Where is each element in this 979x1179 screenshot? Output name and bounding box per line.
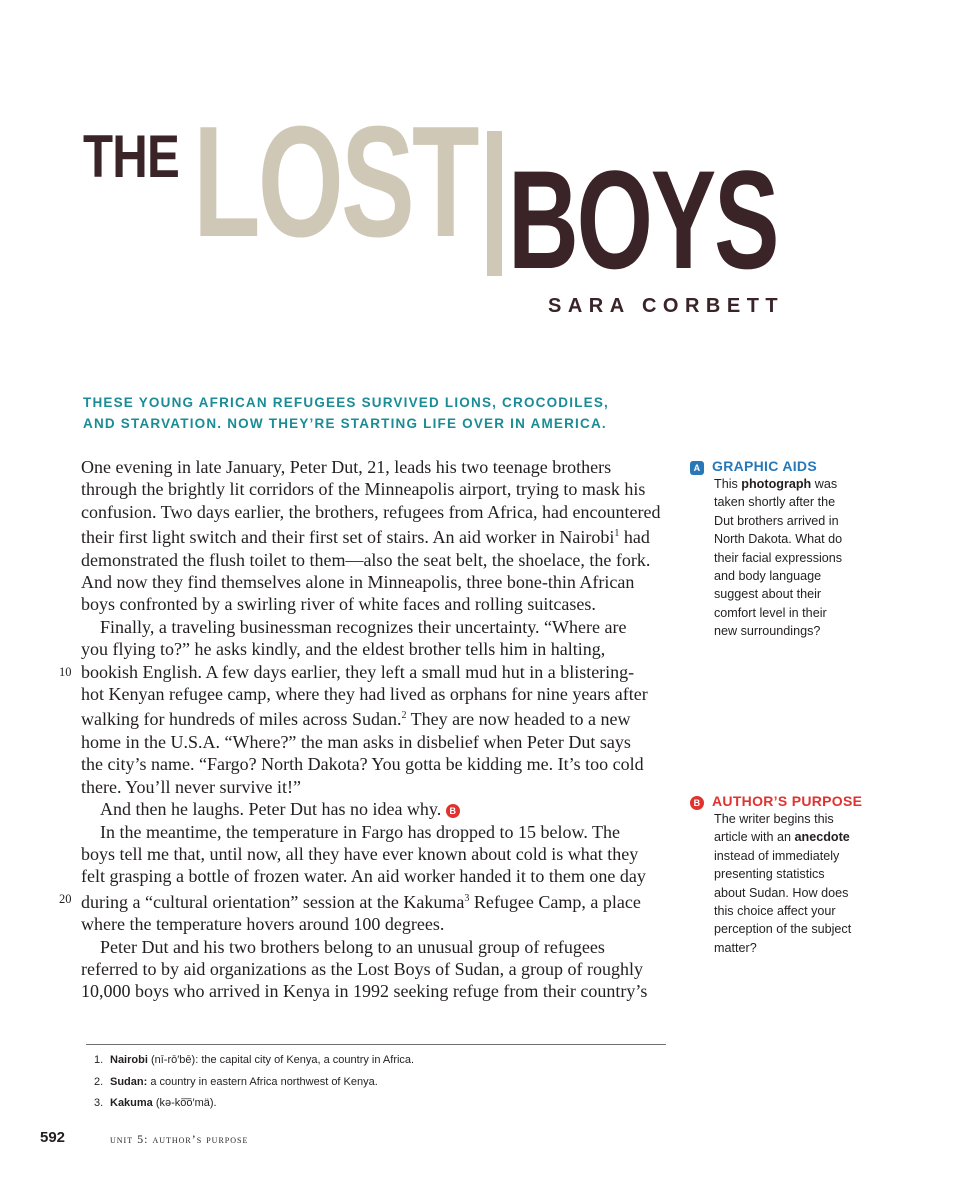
body-line <box>81 523 681 548</box>
line-text: where the temperature hovers around 100 degrees. <box>81 914 445 935</box>
page-number: 592 <box>40 1129 66 1146</box>
line-text: through the brightly lit corridors of the Minneapolis airport, trying to mask his <box>81 479 646 500</box>
note-heading <box>690 458 880 475</box>
note-line: This photograph was <box>714 477 838 491</box>
body-line <box>81 501 681 523</box>
title-boys: BOYS <box>508 141 778 298</box>
line-text: referred to by aid organizations as the Lost Boys of Sudan, a group of roughly <box>81 958 644 979</box>
note-line: suggest about their <box>714 587 822 602</box>
body-line <box>81 776 681 798</box>
line-text: their first light switch and their first set of stairs. An aid worker in Nairobi <box>81 527 615 548</box>
line-text: during a “cultural orientation” session at the Kakuma <box>81 891 465 912</box>
note-body <box>714 810 880 957</box>
line-text: And then he laughs. Peter Dut has no idea why. <box>100 799 446 820</box>
running-head: unit 5: author’s purpose <box>110 1132 249 1146</box>
footnote-term: Sudan: <box>110 1075 148 1088</box>
body-line <box>81 731 681 753</box>
note-line: and body language <box>714 569 822 584</box>
note-line: matter? <box>714 940 757 955</box>
footnote-number: 1. <box>94 1054 104 1066</box>
line-text: Peter Dut and his two brothers belong to an unusual group of refugees <box>100 936 605 957</box>
note-body <box>714 475 880 641</box>
footnote-term: Nairobi <box>110 1054 148 1066</box>
body-line <box>81 913 681 935</box>
note-title: AUTHOR’S PURPOSE <box>712 793 863 809</box>
note-line: new surroundings? <box>714 624 821 639</box>
line-text: the city’s name. “Fargo? North Dakota? You gotta be kidding me. It’s too cold <box>81 754 644 775</box>
body-line <box>81 958 681 980</box>
footnote-pronunciation: (kə-ko͞o′mä) <box>152 1097 214 1109</box>
footnote-definition: : the capital city of Kenya, a country in Africa. <box>195 1054 415 1066</box>
footnote-number: 3. <box>94 1097 104 1109</box>
footnote-pronunciation: (nī-rō′bē) <box>147 1054 196 1066</box>
body-line <box>81 638 681 660</box>
article-body <box>59 456 681 1003</box>
note-line: this choice affect your <box>714 904 836 919</box>
line-text: felt grasping a bottle of frozen water. An aid worker handed it to them one day <box>81 866 646 887</box>
line-text: 10,000 boys who arrived in Kenya in 1992 seeking refuge from their country’s <box>81 981 648 1002</box>
marker-b-icon[interactable]: B <box>446 804 460 818</box>
line-text: demonstrated the flush toilet to them—also the seat belt, the shoelace, the fork. <box>81 549 651 570</box>
body-line <box>81 616 681 638</box>
line-text: there. You’ll never survive it!” <box>81 776 301 797</box>
marker-b-icon: B <box>690 796 704 810</box>
line-number: 20 <box>59 891 72 906</box>
body-line <box>81 593 681 615</box>
marker-a-icon: A <box>690 461 704 475</box>
line-text: Finally, a traveling businessman recognizes their uncertainty. “Where are <box>100 616 627 637</box>
footnote-ref[interactable]: 3 <box>464 892 470 904</box>
note-line: comfort level in their <box>714 605 827 620</box>
line-text: In the meantime, the temperature in Fargo has dropped to 15 below. The <box>100 821 621 842</box>
body-line <box>81 456 681 478</box>
body-line <box>81 821 681 843</box>
footnote-number: 2. <box>94 1075 104 1088</box>
note-line: their facial expressions <box>714 550 843 565</box>
footnote <box>94 1074 414 1096</box>
line-text: One evening in late January, Peter Dut, 21, leads his two teenage brothers <box>81 457 612 477</box>
note-line: presenting statistics <box>714 867 825 882</box>
body-line <box>81 705 681 730</box>
body-line <box>81 571 681 593</box>
note-title: GRAPHIC AIDS <box>712 458 817 474</box>
body-line <box>81 753 681 775</box>
footnote <box>94 1095 414 1117</box>
line-text: confusion. Two days earlier, the brothers, refugees from Africa, had encountered <box>81 501 661 522</box>
line-text: you flying to?” he asks kindly, and the eldest brother tells him in halting, <box>81 639 606 660</box>
footnote-ref[interactable]: 1 <box>614 528 620 540</box>
note-line: perception of the subject <box>714 922 852 937</box>
line-text: home in the U.S.A. “Where?” the man asks in disbelief when Peter Dut says <box>81 731 631 752</box>
footnote-definition: a country in eastern Africa northwest of Kenya. <box>147 1075 378 1088</box>
body-line <box>81 478 681 500</box>
line-text: Refugee Camp, a place <box>469 891 641 912</box>
line-text: had <box>619 527 650 548</box>
key-term: photograph <box>741 477 812 491</box>
footnotes <box>94 1052 414 1117</box>
body-line <box>59 888 681 913</box>
body-line <box>81 936 681 958</box>
footnote-definition: . <box>213 1097 217 1109</box>
body-line <box>81 798 681 820</box>
footnote-ref[interactable]: 2 <box>401 710 407 722</box>
body-line <box>81 683 681 705</box>
line-text: walking for hundreds of miles across Sudan. <box>81 709 402 730</box>
body-line <box>81 843 681 865</box>
deck-line: AND STARVATION. NOW THEY’RE STARTING LIFE OVER IN AMERICA. <box>83 416 607 431</box>
line-text: boys confronted by a swirling river of white faces and rolling suitcases. <box>81 594 596 615</box>
line-text: And now they find themselves alone in Minneapolis, three bone-thin African <box>81 572 635 593</box>
sidebar-note-authors-purpose <box>690 793 880 957</box>
note-line: taken shortly after the <box>714 495 836 510</box>
note-line: North Dakota. What do <box>714 532 843 547</box>
footnote <box>94 1052 414 1074</box>
title-divider <box>487 131 502 276</box>
title-lost: LOST <box>193 94 477 270</box>
footnote-term: Kakuma <box>110 1097 153 1109</box>
note-line: article with an anecdote <box>714 830 850 845</box>
deck <box>83 392 683 434</box>
note-line: The writer begins this <box>714 812 834 826</box>
note-line: instead of immediately <box>714 848 840 863</box>
line-text: boys tell me that, until now, all they have ever known about cold is what they <box>81 843 639 864</box>
body-line <box>81 549 681 571</box>
deck-line: THESE YOUNG AFRICAN REFUGEES SURVIVED LIONS, CROCODILES, <box>83 395 610 410</box>
note-line: about Sudan. How does <box>714 885 849 900</box>
body-line <box>81 980 681 1002</box>
key-term: anecdote <box>794 830 850 845</box>
body-line <box>81 865 681 887</box>
footnote-rule <box>86 1044 666 1045</box>
body-line <box>59 661 681 683</box>
line-text: They are now headed to a new <box>406 709 631 730</box>
line-text: bookish English. A few days earlier, they left a small mud hut in a blistering- <box>81 661 635 682</box>
line-number: 10 <box>59 664 72 679</box>
sidebar-note-graphic-aids <box>690 458 880 641</box>
title-the: THE <box>83 123 179 190</box>
line-text: hot Kenyan refugee camp, where they had lived as orphans for nine years after <box>81 684 648 705</box>
note-line: Dut brothers arrived in <box>714 513 839 528</box>
note-heading <box>690 793 880 810</box>
author-name: SARA CORBETT <box>548 295 785 317</box>
